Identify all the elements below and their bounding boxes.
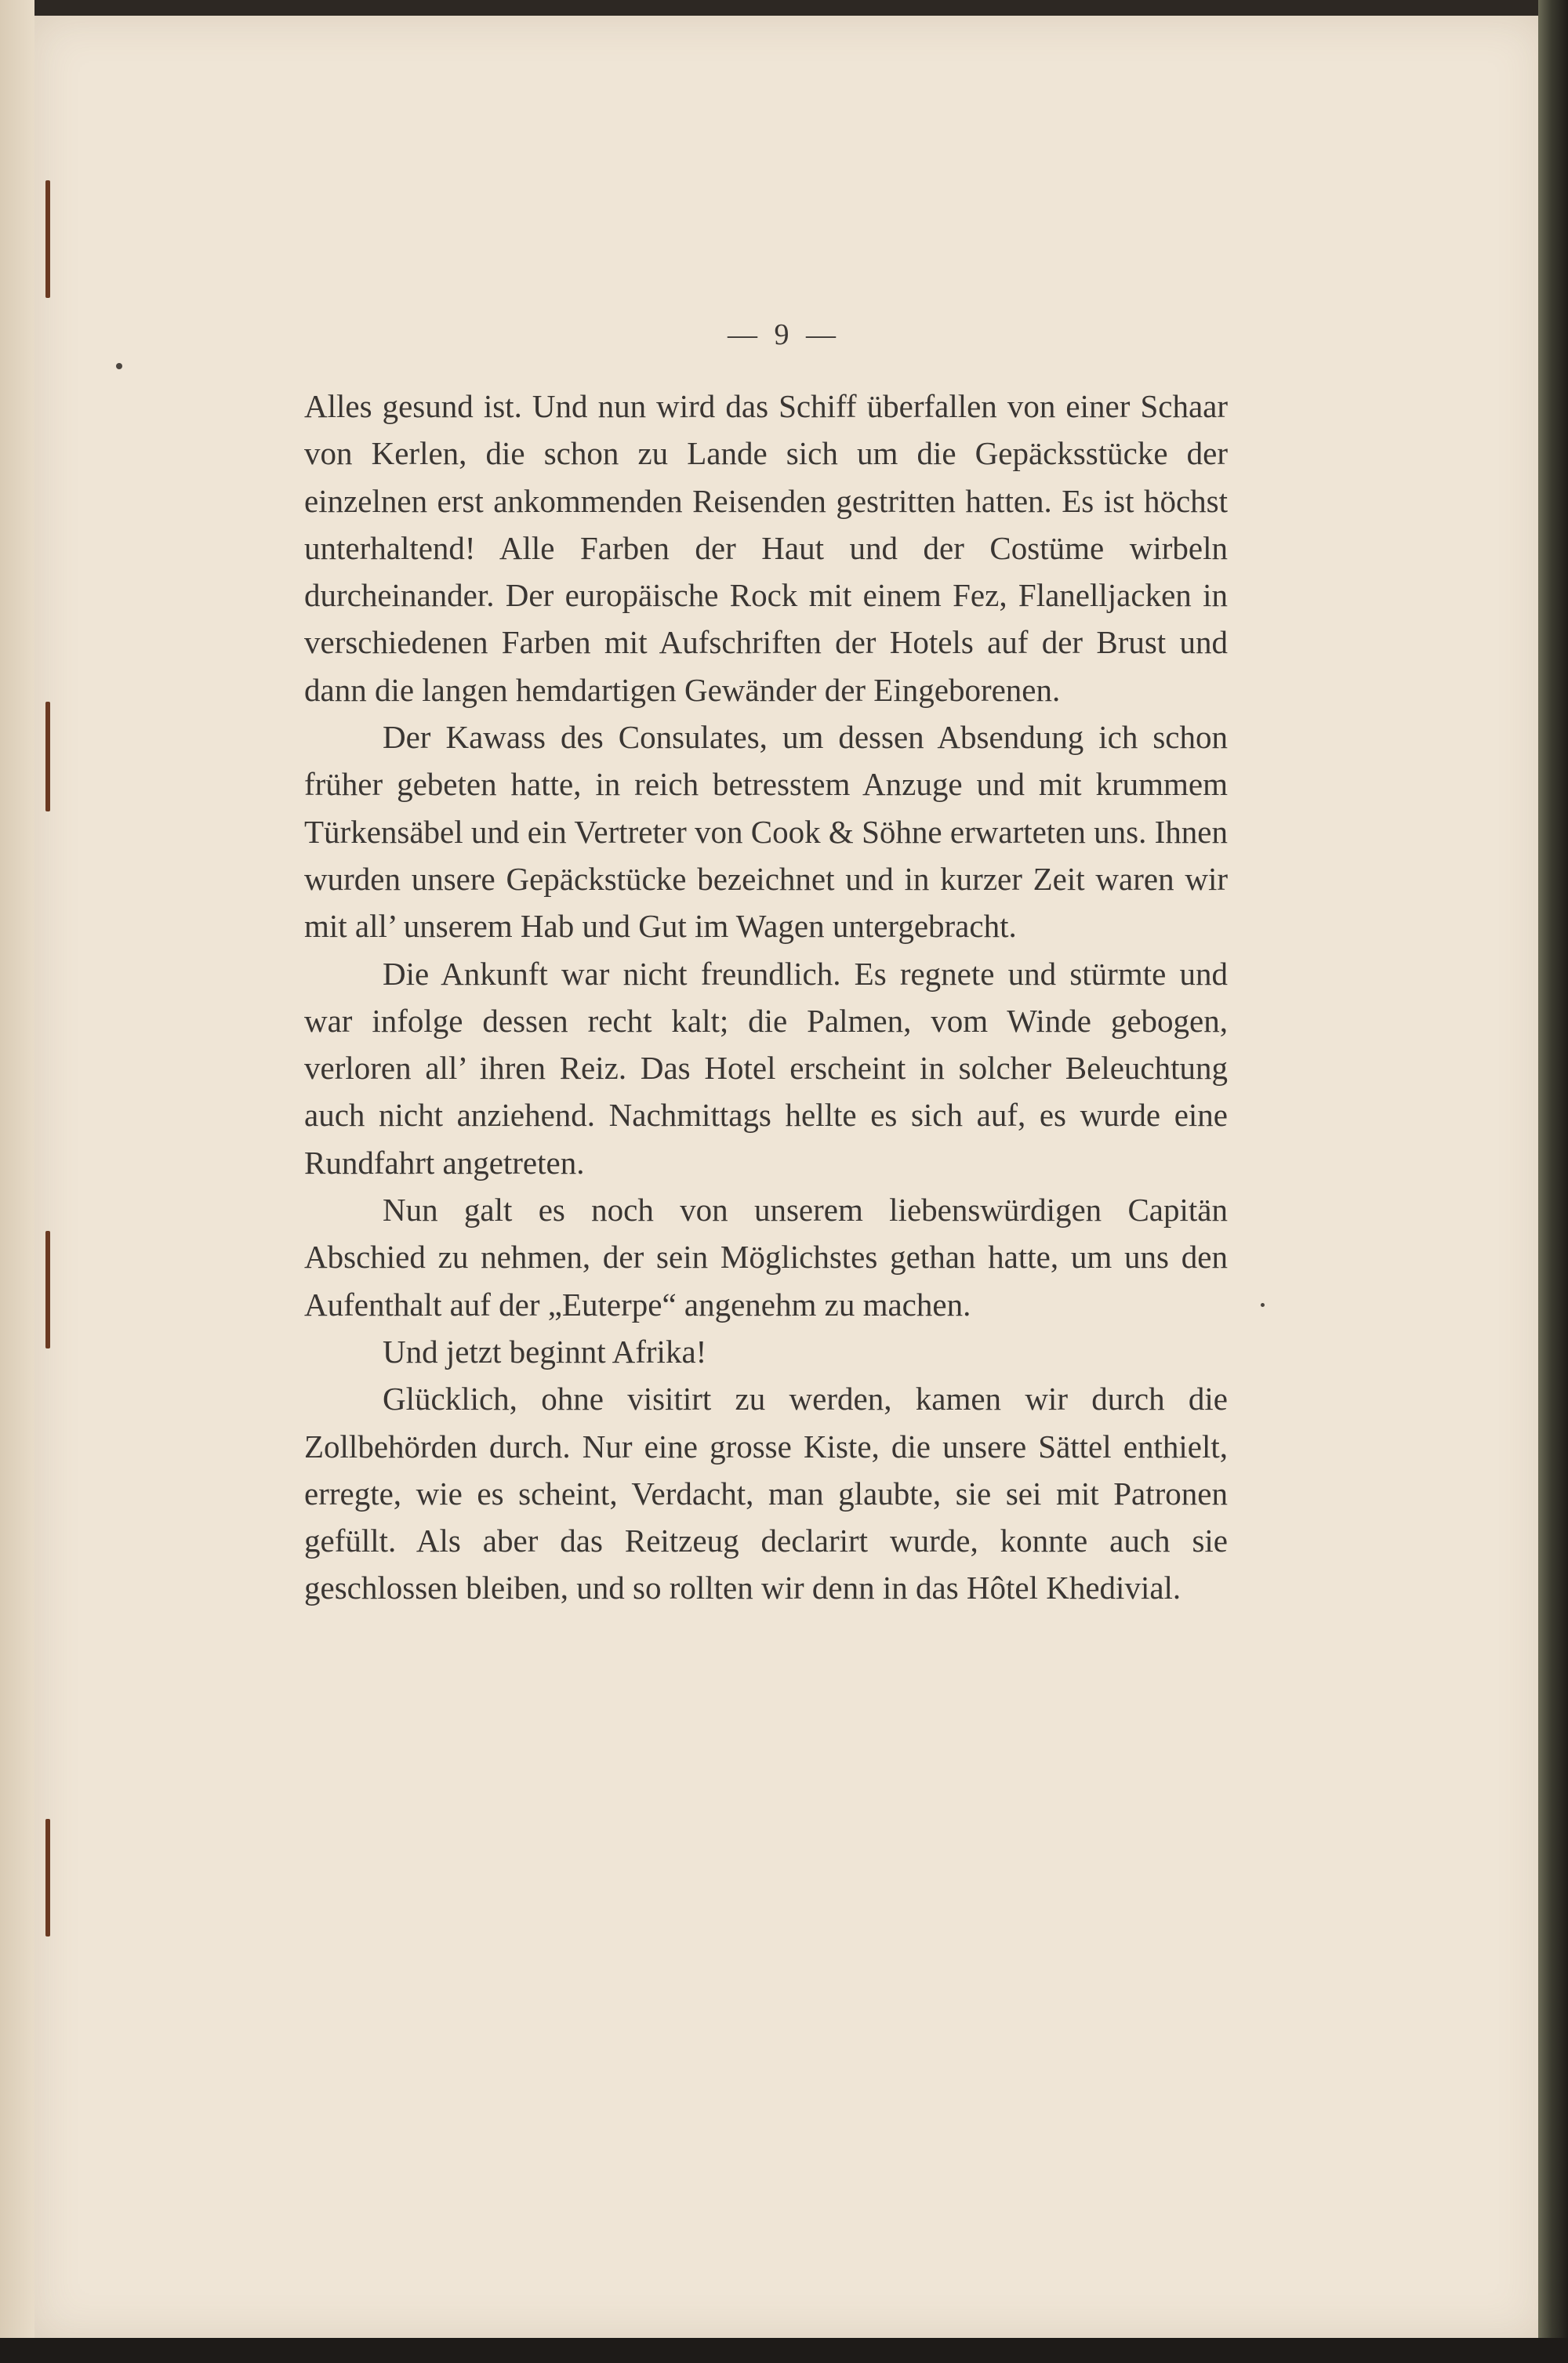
- paragraph: Glücklich, ohne visitirt zu werden, kamen wir durch die Zollbehörden durch. Nur eine grosse Kiste, die unsere Sättel enthielt, erregte, wie es scheint, Verdacht, man glaubte, sie sei mit Patronen gefüllt. Als aber das Reitzeug declarirt wurde, konnte auch sie geschlossen bleiben, und so rollten wir denn in das Hôtel Khedivial.: [304, 1381, 1228, 1606]
- paragraph: Die Ankunft war nicht freundlich. Es regnete und stürmte und war infolge dessen recht kalt; die Palmen, vom Winde gebogen, verloren all’ ihren Reiz. Das Hotel erscheint in solcher Beleuchtung auch nicht anziehend. Nachmittags hellte es sich auf, es wurde eine Rundfahrt angetreten.: [304, 955, 1228, 1181]
- page-number: — 9 —: [728, 318, 840, 351]
- book-cover-edge: [1538, 0, 1568, 2363]
- paragraph: Und jetzt beginnt Afrika!: [383, 1333, 707, 1370]
- ink-speck: [116, 363, 122, 369]
- body-text: [304, 383, 1228, 1612]
- paragraph: Nun galt es noch von unserem liebenswürdigen Capitän Abschied zu nehmen, der sein Möglichstes gethan hatte, um uns den Aufenthalt auf der „Euterpe“ angenehm zu machen.: [304, 1192, 1228, 1323]
- binding-thread-mark: [45, 180, 50, 298]
- scan-top-border: [0, 0, 1568, 17]
- ink-speck: [1261, 1303, 1265, 1307]
- binding-thread-mark: [45, 1231, 50, 1348]
- page-gutter: [0, 0, 34, 2363]
- paragraph: Der Kawass des Consulates, um dessen Absendung ich schon früher gebeten hatte, in reich betresstem Anzuge und mit krummem Türkensäbel und ein Vertreter von Cook & Söhne erwarteten uns. Ihnen wurden unsere Gepäckstücke bezeichnet und in kurzer Zeit waren wir mit all’ unserem Hab und Gut im Wagen untergebracht.: [304, 719, 1228, 945]
- scan-bottom-border: [0, 2338, 1568, 2363]
- binding-thread-mark: [45, 1819, 50, 1936]
- paragraph: Alles gesund ist. Und nun wird das Schiff überfallen von einer Schaar von Kerlen, die schon zu Lande sich um die Gepäcksstücke der einzelnen erst ankommenden Reisenden gestritten hatten. Es ist höchst unterhaltend! Alle Farben der Haut und der Costüme wirbeln durcheinander. Der europäische Rock mit einem Fez, Flanelljacken in verschiedenen Farben mit Aufschriften der Hotels auf der Brust und dann die langen hemdartigen Gewänder der Eingeborenen.: [304, 388, 1228, 708]
- binding-thread-mark: [45, 702, 50, 811]
